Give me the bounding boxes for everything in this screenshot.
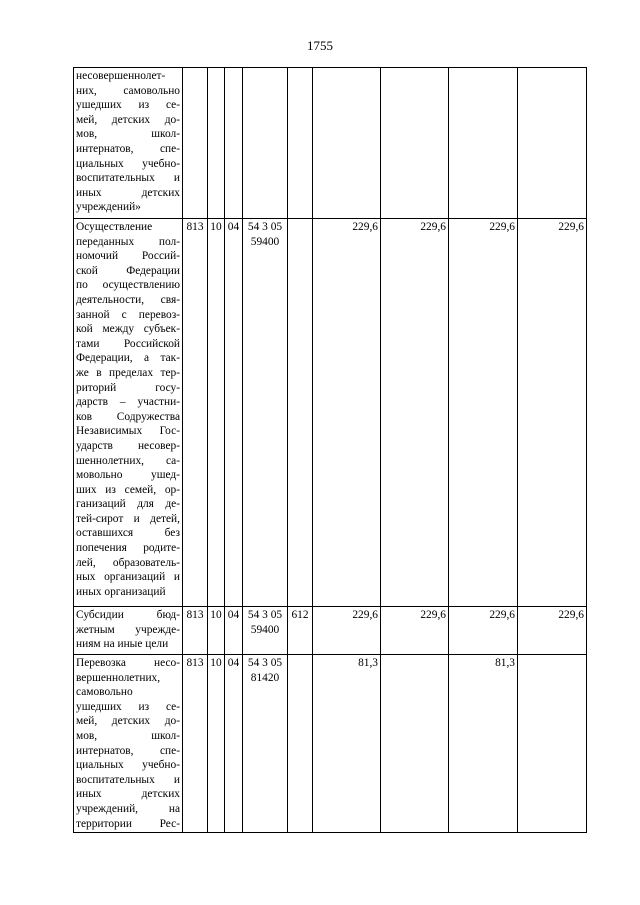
row-name-line: ской Федерации xyxy=(76,264,180,277)
row-name-line: них, самовольно xyxy=(76,84,180,97)
amount-cell-4 xyxy=(518,68,587,219)
amount-cell-3: 229,6 xyxy=(449,607,518,655)
target-code-line: 81420 xyxy=(250,671,280,684)
target-code-line: 54 3 05 xyxy=(247,657,283,669)
ministry-code-cell: 813 xyxy=(183,607,208,655)
row-name-line: ков Содружества xyxy=(76,410,180,423)
amount-cell-4: 229,6 xyxy=(518,219,587,607)
target-code-line: 54 3 05 xyxy=(247,609,283,621)
row-name-line: Федерации, а так- xyxy=(76,352,180,365)
table-row xyxy=(74,655,587,833)
row-name-line: Осуществление xyxy=(76,221,153,233)
amount-cell-1: 229,6 xyxy=(313,607,381,655)
row-name-line: риторий госу- xyxy=(76,381,180,394)
row-name-line: оставшихся без xyxy=(76,527,180,540)
target-code-line: 59400 xyxy=(250,235,280,248)
row-name-line: Субсидии бюд- xyxy=(76,609,180,621)
row-name-line: иных детских xyxy=(76,788,180,801)
target-code-cell xyxy=(243,655,288,833)
amount-cell-1: 81,3 xyxy=(313,655,381,833)
target-code-line: 59400 xyxy=(250,623,280,636)
row-name-line: учреждений» xyxy=(76,201,141,214)
row-name-line: лей, образователь- xyxy=(76,556,180,569)
subsection-code-cell xyxy=(225,68,243,219)
row-name-line: тей-сирот и детей, xyxy=(76,512,180,525)
amount-cell-2 xyxy=(381,655,449,833)
amount-cell-3: 81,3 xyxy=(449,655,518,833)
section-code-cell: 10 xyxy=(208,655,225,833)
row-name-line: самовольно xyxy=(76,686,133,699)
ministry-code-cell: 813 xyxy=(183,655,208,833)
row-name-line: попечения родите- xyxy=(76,542,180,555)
ministry-code-cell: 813 xyxy=(183,219,208,607)
table-row xyxy=(74,68,587,219)
row-name-line: интернатов, спе- xyxy=(76,142,180,155)
row-name-line: ушедших из се- xyxy=(76,99,180,112)
row-name-line: ушедших из се- xyxy=(76,700,180,713)
expense-type-cell xyxy=(288,219,313,607)
row-name-line: тами Российской xyxy=(76,337,180,350)
row-name-cell xyxy=(74,607,183,655)
row-name-line: несовершеннолет- xyxy=(76,70,166,82)
row-name-line: же в пределах тер- xyxy=(76,366,180,379)
row-name-line: ударств несовер- xyxy=(76,439,180,452)
row-name-cell xyxy=(74,68,183,219)
amount-cell-2: 229,6 xyxy=(381,607,449,655)
expense-type-cell xyxy=(288,68,313,219)
row-name-line: ных организаций и xyxy=(76,571,180,584)
amount-cell-2 xyxy=(381,68,449,219)
section-code-cell xyxy=(208,68,225,219)
row-name-line: территории Рес- xyxy=(76,817,180,830)
row-name-line: по осуществлению xyxy=(76,279,180,292)
target-code-cell xyxy=(243,219,288,607)
row-name-line: Перевозка несо- xyxy=(76,657,180,669)
subsection-code-cell: 04 xyxy=(225,607,243,655)
row-name-line: жетным учрежде- xyxy=(76,623,180,636)
section-code-cell: 10 xyxy=(208,607,225,655)
row-name-line: мов, школ- xyxy=(76,729,180,742)
amount-cell-1: 229,6 xyxy=(313,219,381,607)
row-name-line: занной с перевоз- xyxy=(76,308,180,321)
row-name-cell xyxy=(74,219,183,607)
ministry-code-cell xyxy=(183,68,208,219)
row-name-line: ганизаций для де- xyxy=(76,498,180,511)
row-name-line: мов, школ- xyxy=(76,128,180,141)
row-name-line: мей, детских до- xyxy=(76,113,180,126)
row-name-line: иных детских xyxy=(76,186,180,199)
row-name-line: ших из семей, ор- xyxy=(76,483,180,496)
amount-cell-2: 229,6 xyxy=(381,219,449,607)
row-name-line: Независимых Гос- xyxy=(76,425,180,438)
amount-cell-4 xyxy=(518,655,587,833)
row-name-line: вершеннолетних, xyxy=(76,671,161,684)
row-name-line: деятельности, свя- xyxy=(76,293,180,306)
row-name-line: мовольно ушед- xyxy=(76,469,180,482)
table-row xyxy=(74,219,587,607)
row-name-line: интернатов, спе- xyxy=(76,744,180,757)
budget-table xyxy=(73,67,587,833)
row-name-cell xyxy=(74,655,183,833)
target-code-cell xyxy=(243,607,288,655)
row-name-line: воспитательных и xyxy=(76,172,180,185)
subsection-code-cell: 04 xyxy=(225,219,243,607)
amount-cell-3 xyxy=(449,68,518,219)
expense-type-cell: 612 xyxy=(288,607,313,655)
table-row xyxy=(74,607,587,655)
expense-type-cell xyxy=(288,655,313,833)
row-name-line: ниям на иные цели xyxy=(76,638,169,651)
row-name-line: иных организаций xyxy=(76,585,166,598)
row-name-line: переданных пол- xyxy=(76,235,180,248)
row-name-line: учреждений, на xyxy=(76,802,180,815)
row-name-line: номочий Россий- xyxy=(76,250,180,263)
target-code-line: 54 3 05 xyxy=(247,221,283,233)
row-name-line: дарств – участни- xyxy=(76,396,180,409)
page-number: 1755 xyxy=(307,38,333,53)
target-code-cell xyxy=(243,68,288,219)
subsection-code-cell: 04 xyxy=(225,655,243,833)
row-name-line: мей, детских до- xyxy=(76,715,180,728)
row-name-line: кой между субъек- xyxy=(76,323,180,336)
section-code-cell: 10 xyxy=(208,219,225,607)
row-name-line: воспитательных и xyxy=(76,773,180,786)
amount-cell-3: 229,6 xyxy=(449,219,518,607)
row-name-line: шеннолетних, са- xyxy=(76,454,180,467)
amount-cell-1 xyxy=(313,68,381,219)
amount-cell-4: 229,6 xyxy=(518,607,587,655)
row-name-line: циальных учебно- xyxy=(76,759,180,772)
row-name-line: циальных учебно- xyxy=(76,157,180,170)
